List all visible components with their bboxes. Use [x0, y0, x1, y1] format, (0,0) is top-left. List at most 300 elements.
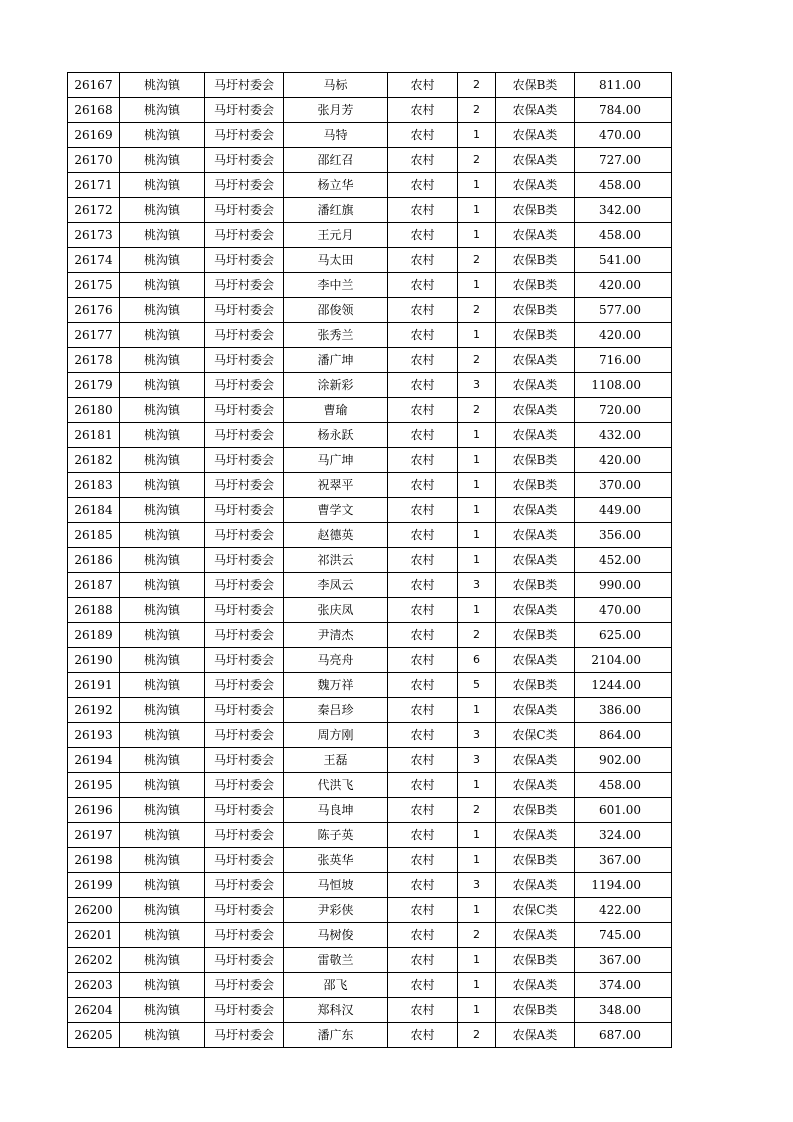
amount-cell: 367.00	[575, 948, 672, 973]
town-cell: 桃沟镇	[120, 123, 205, 148]
amount-cell: 784.00	[575, 98, 672, 123]
town-cell: 桃沟镇	[120, 873, 205, 898]
village-committee-cell: 马圩村委会	[205, 973, 284, 998]
table-row	[68, 748, 672, 773]
name-cell: 祝翠平	[284, 473, 388, 498]
area-type-cell: 农村	[388, 248, 458, 273]
record-id-cell: 26176	[68, 298, 120, 323]
amount-cell: 449.00	[575, 498, 672, 523]
village-committee-cell: 马圩村委会	[205, 98, 284, 123]
insurance-category-cell: 农保A类	[496, 873, 575, 898]
record-id-cell: 26177	[68, 323, 120, 348]
name-cell: 郑科汉	[284, 998, 388, 1023]
insurance-category-cell: 农保B类	[496, 298, 575, 323]
household-count-cell: 3	[458, 723, 496, 748]
amount-cell: 1108.00	[575, 373, 672, 398]
name-cell: 涂新彩	[284, 373, 388, 398]
village-committee-cell: 马圩村委会	[205, 773, 284, 798]
name-cell: 张庆凤	[284, 598, 388, 623]
record-id-cell: 26183	[68, 473, 120, 498]
record-id-cell: 26167	[68, 73, 120, 98]
village-committee-cell: 马圩村委会	[205, 198, 284, 223]
village-committee-cell: 马圩村委会	[205, 173, 284, 198]
village-committee-cell: 马圩村委会	[205, 498, 284, 523]
household-count-cell: 2	[458, 923, 496, 948]
record-id-cell: 26193	[68, 723, 120, 748]
village-committee-cell: 马圩村委会	[205, 448, 284, 473]
town-cell: 桃沟镇	[120, 623, 205, 648]
village-committee-cell: 马圩村委会	[205, 223, 284, 248]
name-cell: 邵红召	[284, 148, 388, 173]
insurance-category-cell: 农保B类	[496, 273, 575, 298]
record-id-cell: 26184	[68, 498, 120, 523]
household-count-cell: 3	[458, 573, 496, 598]
name-cell: 曹学文	[284, 498, 388, 523]
name-cell: 魏万祥	[284, 673, 388, 698]
household-count-cell: 3	[458, 748, 496, 773]
record-id-cell: 26195	[68, 773, 120, 798]
household-count-cell: 2	[458, 298, 496, 323]
insurance-category-cell: 农保A类	[496, 373, 575, 398]
household-count-cell: 1	[458, 223, 496, 248]
table-row	[68, 773, 672, 798]
insurance-category-cell: 农保B类	[496, 623, 575, 648]
town-cell: 桃沟镇	[120, 248, 205, 273]
village-committee-cell: 马圩村委会	[205, 548, 284, 573]
household-count-cell: 1	[458, 323, 496, 348]
village-committee-cell: 马圩村委会	[205, 123, 284, 148]
village-committee-cell: 马圩村委会	[205, 323, 284, 348]
household-count-cell: 1	[458, 848, 496, 873]
insurance-category-cell: 农保B类	[496, 948, 575, 973]
table-body	[68, 73, 672, 1048]
table-row	[68, 373, 672, 398]
amount-cell: 356.00	[575, 523, 672, 548]
household-count-cell: 5	[458, 673, 496, 698]
name-cell: 赵德英	[284, 523, 388, 548]
village-committee-cell: 马圩村委会	[205, 398, 284, 423]
insurance-category-cell: 农保A类	[496, 98, 575, 123]
household-count-cell: 2	[458, 348, 496, 373]
record-id-cell: 26194	[68, 748, 120, 773]
insurance-category-cell: 农保A类	[496, 223, 575, 248]
insurance-category-cell: 农保A类	[496, 973, 575, 998]
amount-cell: 470.00	[575, 598, 672, 623]
table-row	[68, 98, 672, 123]
household-count-cell: 3	[458, 373, 496, 398]
area-type-cell: 农村	[388, 398, 458, 423]
town-cell: 桃沟镇	[120, 573, 205, 598]
insurance-category-cell: 农保B类	[496, 848, 575, 873]
town-cell: 桃沟镇	[120, 298, 205, 323]
area-type-cell: 农村	[388, 723, 458, 748]
insurance-category-cell: 农保A类	[496, 498, 575, 523]
household-count-cell: 2	[458, 98, 496, 123]
table-row	[68, 123, 672, 148]
amount-cell: 458.00	[575, 773, 672, 798]
area-type-cell: 农村	[388, 98, 458, 123]
record-id-cell: 26187	[68, 573, 120, 598]
insurance-category-cell: 农保B类	[496, 248, 575, 273]
name-cell: 张月芳	[284, 98, 388, 123]
town-cell: 桃沟镇	[120, 173, 205, 198]
village-committee-cell: 马圩村委会	[205, 723, 284, 748]
amount-cell: 370.00	[575, 473, 672, 498]
area-type-cell: 农村	[388, 773, 458, 798]
table-row	[68, 673, 672, 698]
name-cell: 马太田	[284, 248, 388, 273]
insurance-category-cell: 农保B类	[496, 998, 575, 1023]
record-id-cell: 26170	[68, 148, 120, 173]
area-type-cell: 农村	[388, 573, 458, 598]
town-cell: 桃沟镇	[120, 73, 205, 98]
amount-cell: 1194.00	[575, 873, 672, 898]
town-cell: 桃沟镇	[120, 523, 205, 548]
insurance-category-cell: 农保A类	[496, 148, 575, 173]
village-committee-cell: 马圩村委会	[205, 748, 284, 773]
table-row	[68, 73, 672, 98]
amount-cell: 470.00	[575, 123, 672, 148]
table-row	[68, 323, 672, 348]
village-committee-cell: 马圩村委会	[205, 373, 284, 398]
household-count-cell: 1	[458, 773, 496, 798]
town-cell: 桃沟镇	[120, 998, 205, 1023]
household-count-cell: 2	[458, 798, 496, 823]
household-count-cell: 1	[458, 998, 496, 1023]
table-row	[68, 148, 672, 173]
table-row	[68, 298, 672, 323]
table-row	[68, 973, 672, 998]
record-id-cell: 26182	[68, 448, 120, 473]
area-type-cell: 农村	[388, 273, 458, 298]
benefit-table	[67, 72, 672, 1048]
area-type-cell: 农村	[388, 698, 458, 723]
area-type-cell: 农村	[388, 373, 458, 398]
table-row	[68, 998, 672, 1023]
record-id-cell: 26205	[68, 1023, 120, 1048]
table-row	[68, 398, 672, 423]
town-cell: 桃沟镇	[120, 348, 205, 373]
name-cell: 尹彩侠	[284, 898, 388, 923]
area-type-cell: 农村	[388, 548, 458, 573]
record-id-cell: 26185	[68, 523, 120, 548]
table-row	[68, 798, 672, 823]
name-cell: 邵飞	[284, 973, 388, 998]
insurance-category-cell: 农保C类	[496, 898, 575, 923]
name-cell: 雷敬兰	[284, 948, 388, 973]
area-type-cell: 农村	[388, 423, 458, 448]
record-id-cell: 26199	[68, 873, 120, 898]
record-id-cell: 26188	[68, 598, 120, 623]
amount-cell: 2104.00	[575, 648, 672, 673]
name-cell: 马广坤	[284, 448, 388, 473]
name-cell: 张秀兰	[284, 323, 388, 348]
insurance-category-cell: 农保A类	[496, 548, 575, 573]
table-row	[68, 1023, 672, 1048]
town-cell: 桃沟镇	[120, 698, 205, 723]
village-committee-cell: 马圩村委会	[205, 648, 284, 673]
area-type-cell: 农村	[388, 148, 458, 173]
name-cell: 马特	[284, 123, 388, 148]
insurance-category-cell: 农保C类	[496, 723, 575, 748]
table-row	[68, 198, 672, 223]
amount-cell: 601.00	[575, 798, 672, 823]
household-count-cell: 1	[458, 948, 496, 973]
town-cell: 桃沟镇	[120, 323, 205, 348]
name-cell: 李中兰	[284, 273, 388, 298]
insurance-category-cell: 农保A类	[496, 598, 575, 623]
area-type-cell: 农村	[388, 798, 458, 823]
table-row	[68, 948, 672, 973]
household-count-cell: 1	[458, 123, 496, 148]
amount-cell: 902.00	[575, 748, 672, 773]
town-cell: 桃沟镇	[120, 548, 205, 573]
insurance-category-cell: 农保A类	[496, 398, 575, 423]
town-cell: 桃沟镇	[120, 273, 205, 298]
record-id-cell: 26181	[68, 423, 120, 448]
amount-cell: 420.00	[575, 323, 672, 348]
insurance-category-cell: 农保A类	[496, 823, 575, 848]
amount-cell: 452.00	[575, 548, 672, 573]
record-id-cell: 26203	[68, 973, 120, 998]
area-type-cell: 农村	[388, 198, 458, 223]
amount-cell: 811.00	[575, 73, 672, 98]
insurance-category-cell: 农保A类	[496, 123, 575, 148]
area-type-cell: 农村	[388, 523, 458, 548]
table-row	[68, 523, 672, 548]
record-id-cell: 26169	[68, 123, 120, 148]
table-row	[68, 923, 672, 948]
household-count-cell: 1	[458, 698, 496, 723]
table-row	[68, 698, 672, 723]
table-row	[68, 223, 672, 248]
amount-cell: 687.00	[575, 1023, 672, 1048]
table-row	[68, 823, 672, 848]
amount-cell: 727.00	[575, 148, 672, 173]
area-type-cell: 农村	[388, 73, 458, 98]
household-count-cell: 6	[458, 648, 496, 673]
area-type-cell: 农村	[388, 973, 458, 998]
amount-cell: 420.00	[575, 448, 672, 473]
name-cell: 曹瑜	[284, 398, 388, 423]
table-row	[68, 873, 672, 898]
name-cell: 杨立华	[284, 173, 388, 198]
household-count-cell: 1	[458, 598, 496, 623]
town-cell: 桃沟镇	[120, 223, 205, 248]
amount-cell: 348.00	[575, 998, 672, 1023]
town-cell: 桃沟镇	[120, 473, 205, 498]
table-row	[68, 273, 672, 298]
household-count-cell: 1	[458, 973, 496, 998]
village-committee-cell: 马圩村委会	[205, 148, 284, 173]
name-cell: 马标	[284, 73, 388, 98]
record-id-cell: 26171	[68, 173, 120, 198]
record-id-cell: 26197	[68, 823, 120, 848]
amount-cell: 422.00	[575, 898, 672, 923]
town-cell: 桃沟镇	[120, 898, 205, 923]
insurance-category-cell: 农保B类	[496, 323, 575, 348]
table-row	[68, 648, 672, 673]
insurance-category-cell: 农保B类	[496, 798, 575, 823]
area-type-cell: 农村	[388, 948, 458, 973]
household-count-cell: 3	[458, 873, 496, 898]
household-count-cell: 1	[458, 273, 496, 298]
area-type-cell: 农村	[388, 298, 458, 323]
town-cell: 桃沟镇	[120, 748, 205, 773]
name-cell: 潘红旗	[284, 198, 388, 223]
area-type-cell: 农村	[388, 123, 458, 148]
village-committee-cell: 马圩村委会	[205, 473, 284, 498]
household-count-cell: 2	[458, 1023, 496, 1048]
insurance-category-cell: 农保A类	[496, 1023, 575, 1048]
village-committee-cell: 马圩村委会	[205, 1023, 284, 1048]
name-cell: 潘广东	[284, 1023, 388, 1048]
record-id-cell: 26168	[68, 98, 120, 123]
insurance-category-cell: 农保B类	[496, 573, 575, 598]
table-row	[68, 173, 672, 198]
name-cell: 马良坤	[284, 798, 388, 823]
record-id-cell: 26198	[68, 848, 120, 873]
amount-cell: 541.00	[575, 248, 672, 273]
record-id-cell: 26202	[68, 948, 120, 973]
table-row	[68, 423, 672, 448]
town-cell: 桃沟镇	[120, 398, 205, 423]
town-cell: 桃沟镇	[120, 598, 205, 623]
town-cell: 桃沟镇	[120, 648, 205, 673]
household-count-cell: 2	[458, 623, 496, 648]
record-id-cell: 26172	[68, 198, 120, 223]
record-id-cell: 26189	[68, 623, 120, 648]
household-count-cell: 1	[458, 448, 496, 473]
amount-cell: 625.00	[575, 623, 672, 648]
table-row	[68, 848, 672, 873]
area-type-cell: 农村	[388, 648, 458, 673]
village-committee-cell: 马圩村委会	[205, 698, 284, 723]
name-cell: 王元月	[284, 223, 388, 248]
amount-cell: 990.00	[575, 573, 672, 598]
household-count-cell: 2	[458, 398, 496, 423]
area-type-cell: 农村	[388, 998, 458, 1023]
village-committee-cell: 马圩村委会	[205, 298, 284, 323]
village-committee-cell: 马圩村委会	[205, 998, 284, 1023]
area-type-cell: 农村	[388, 873, 458, 898]
household-count-cell: 1	[458, 548, 496, 573]
household-count-cell: 1	[458, 198, 496, 223]
household-count-cell: 1	[458, 823, 496, 848]
insurance-category-cell: 农保A类	[496, 923, 575, 948]
record-id-cell: 26200	[68, 898, 120, 923]
name-cell: 周方刚	[284, 723, 388, 748]
area-type-cell: 农村	[388, 173, 458, 198]
record-id-cell: 26178	[68, 348, 120, 373]
table-row	[68, 248, 672, 273]
amount-cell: 420.00	[575, 273, 672, 298]
area-type-cell: 农村	[388, 323, 458, 348]
amount-cell: 577.00	[575, 298, 672, 323]
record-id-cell: 26196	[68, 798, 120, 823]
insurance-category-cell: 农保A类	[496, 773, 575, 798]
table-row	[68, 448, 672, 473]
table-row	[68, 548, 672, 573]
household-count-cell: 1	[458, 498, 496, 523]
town-cell: 桃沟镇	[120, 848, 205, 873]
town-cell: 桃沟镇	[120, 923, 205, 948]
insurance-category-cell: 农保A类	[496, 648, 575, 673]
town-cell: 桃沟镇	[120, 773, 205, 798]
area-type-cell: 农村	[388, 673, 458, 698]
insurance-category-cell: 农保B类	[496, 448, 575, 473]
village-committee-cell: 马圩村委会	[205, 73, 284, 98]
table-row	[68, 473, 672, 498]
record-id-cell: 26180	[68, 398, 120, 423]
village-committee-cell: 马圩村委会	[205, 898, 284, 923]
insurance-category-cell: 农保B类	[496, 473, 575, 498]
amount-cell: 458.00	[575, 223, 672, 248]
household-count-cell: 2	[458, 73, 496, 98]
area-type-cell: 农村	[388, 348, 458, 373]
insurance-category-cell: 农保A类	[496, 173, 575, 198]
town-cell: 桃沟镇	[120, 198, 205, 223]
area-type-cell: 农村	[388, 823, 458, 848]
table-row	[68, 723, 672, 748]
amount-cell: 716.00	[575, 348, 672, 373]
household-count-cell: 2	[458, 248, 496, 273]
insurance-category-cell: 农保B类	[496, 73, 575, 98]
name-cell: 张英华	[284, 848, 388, 873]
village-committee-cell: 马圩村委会	[205, 923, 284, 948]
area-type-cell: 农村	[388, 923, 458, 948]
amount-cell: 342.00	[575, 198, 672, 223]
insurance-category-cell: 农保A类	[496, 423, 575, 448]
household-count-cell: 2	[458, 148, 496, 173]
town-cell: 桃沟镇	[120, 798, 205, 823]
village-committee-cell: 马圩村委会	[205, 273, 284, 298]
insurance-category-cell: 农保B类	[496, 198, 575, 223]
town-cell: 桃沟镇	[120, 98, 205, 123]
record-id-cell: 26179	[68, 373, 120, 398]
name-cell: 秦吕珍	[284, 698, 388, 723]
area-type-cell: 农村	[388, 748, 458, 773]
village-committee-cell: 马圩村委会	[205, 523, 284, 548]
village-committee-cell: 马圩村委会	[205, 948, 284, 973]
amount-cell: 324.00	[575, 823, 672, 848]
area-type-cell: 农村	[388, 848, 458, 873]
insurance-category-cell: 农保A类	[496, 523, 575, 548]
area-type-cell: 农村	[388, 623, 458, 648]
table-row	[68, 598, 672, 623]
record-id-cell: 26204	[68, 998, 120, 1023]
village-committee-cell: 马圩村委会	[205, 248, 284, 273]
name-cell: 马亮舟	[284, 648, 388, 673]
town-cell: 桃沟镇	[120, 423, 205, 448]
record-id-cell: 26175	[68, 273, 120, 298]
table-row	[68, 498, 672, 523]
household-count-cell: 1	[458, 473, 496, 498]
village-committee-cell: 马圩村委会	[205, 873, 284, 898]
town-cell: 桃沟镇	[120, 448, 205, 473]
village-committee-cell: 马圩村委会	[205, 623, 284, 648]
name-cell: 陈子英	[284, 823, 388, 848]
town-cell: 桃沟镇	[120, 1023, 205, 1048]
village-committee-cell: 马圩村委会	[205, 598, 284, 623]
name-cell: 潘广坤	[284, 348, 388, 373]
area-type-cell: 农村	[388, 448, 458, 473]
amount-cell: 1244.00	[575, 673, 672, 698]
table-row	[68, 898, 672, 923]
table-row	[68, 348, 672, 373]
area-type-cell: 农村	[388, 1023, 458, 1048]
town-cell: 桃沟镇	[120, 673, 205, 698]
